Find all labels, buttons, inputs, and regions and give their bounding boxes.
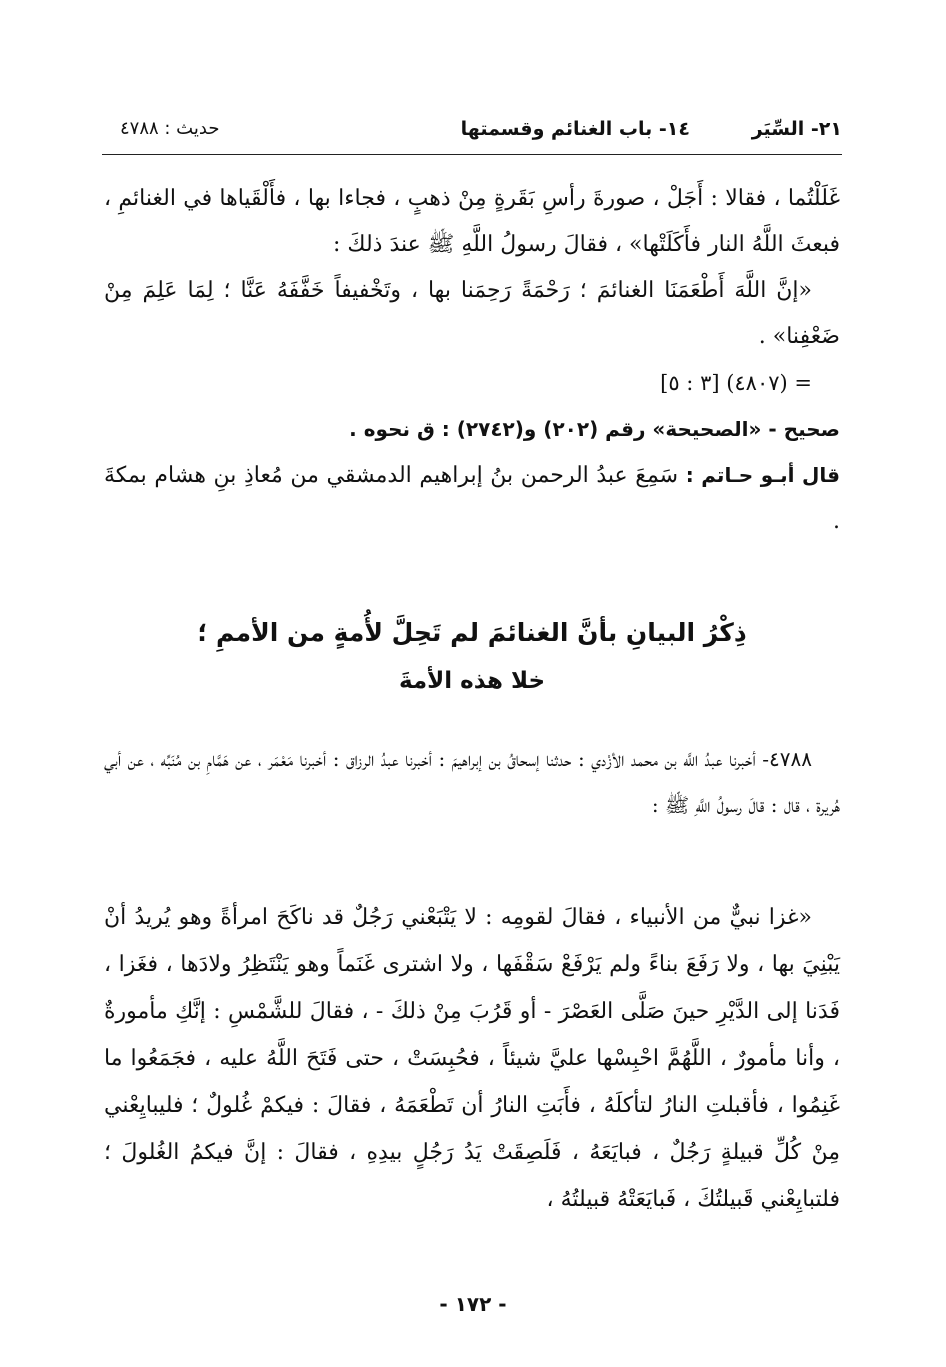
abu-hatim-text: سَمِعَ عبدُ الرحمن بنُ إبراهيم الدمشقي من مُعاذِ بنِ هشام بمكةَ . — [104, 463, 840, 534]
cross-reference: = (٤٨٠٧) [٣ : ٥] — [660, 371, 812, 395]
hadith-number: حديث : ٤٧٨٨ — [120, 118, 220, 139]
paragraph-2: «إنَّ اللَّهَ أَطْعَمَنَا الغنائمَ ؛ رَحْمَةً رَحِمَنا بها ، وتَخْفيفاً خَفَّفَهُ عَنَّا ؛ لِمَا عَلِمَ مِنْ ضَعْفِنا» . — [104, 278, 840, 349]
abu-hatim-note — [104, 452, 840, 545]
book-title: ٢١- السِّيَر — [751, 118, 842, 140]
section-heading-line-2: خلا هذه الأمةَ — [398, 668, 546, 694]
isnad-paragraph — [104, 716, 840, 848]
section-heading-line-1: ذِكْرُ البيانِ بأنَّ الغنائمَ لم تَحِلَّ لأُمةٍ من الأممِ ؛ — [197, 618, 747, 647]
abu-hatim-label: قال أبـو حـاتم : — [685, 463, 840, 487]
running-header — [102, 112, 842, 152]
isnad-text: أخبرنا عبدُ اللَّه بن محمد الأزْدي : حدثنا إسحاقُ بن إبراهيمَ : أخبرنا عبدُ الرزاق : أخبرنا مَعْمَر ، عن هَمَّامِ بن مُنَبِّه ، عن أبي هُريرة ، قال : قالَ رسولُ اللَّهِ ﷺ : — [104, 747, 840, 817]
hadith-entry-number: ٤٧٨٨- — [762, 747, 812, 771]
matn-text: «غزا نبيٌّ من الأنبياء ، فقالَ لقومِه : لا يَتْبَعْني رَجُلٌ قد ناكَحَ امرأةً وهو يُريدُ أنْ يَبْنِيَ بها ، ولا رَفَعَ بناءً ولم يَرْفَعْ سَقْفَها ، ولا اشترى غَنَماً وهو يَنْتَظِرُ ولادَها ، فغَزا ، فَدَنا إلى الدَّيْرِ حينَ صَلَّى العَصْرَ - أو قَرُبَ مِنْ ذلكَ - ، فقالَ للشَّمْسِ : إنَّكِ مأمورةٌ ، وأنا مأمورٌ ، اللَّهُمَّ احْبِسْها عليَّ شيئاً ، فحُبِسَتْ ، حتى فَتَحَ اللَّهُ عليه ، فجَمَعُوا ما غَنِمُوا ، فأقبلتِ النارُ لتأكلَهُ ، فأَبَتِ النارُ أن تَطْعَمَهُ ، فقالَ : فيكمْ غُلولٌ ؛ فليبايِعْني مِنْ كُلِّ قبيلةٍ رَجُلٌ ، فبايَعَهُ ، فَلَصِقَتْ يَدُ رَجُلٍ بيدِهِ ، فقالَ : إنَّ فيكمُ الغُلولَ ؛ فلتبايِعْني قَبيلتُكَ ، فَبايَعَتْهُ قبيلتُهُ ، — [104, 905, 840, 1212]
chapter-title: ١٤- باب الغنائم وقسمتها — [460, 118, 690, 140]
grading-note: صحيح - «الصحيحة» رقم (٢٠٢) و(٢٧٤٢) : ق نحوه . — [349, 417, 840, 441]
top-section — [104, 176, 840, 545]
header-rule — [102, 154, 842, 155]
page-number: - ١٧٢ - — [439, 1292, 507, 1316]
paragraph-1: غَلَلْتُما ، فقالا : أَجَلْ ، صورةَ رأسِ بَقَرةٍ مِنْ ذهبٍ ، فجاءا بها ، فأَلْقَياها في الغنائمِ ، فبعثَ اللَّهُ النار فأَكَلَتْها» ، فقالَ رسولُ اللَّهِ ﷺ عندَ ذلكَ : — [104, 186, 840, 257]
matn-paragraph — [104, 872, 840, 1245]
